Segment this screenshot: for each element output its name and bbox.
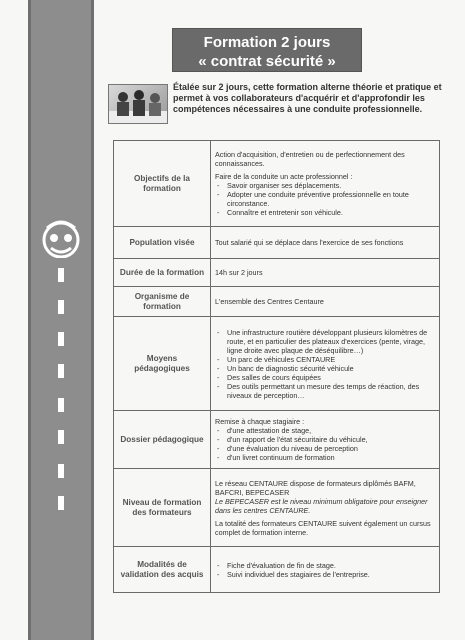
list-item: - d'un rapport de l'état sécuritaire du véhicule, [227,435,435,444]
formation-table [113,140,440,593]
table-row [114,227,440,259]
road-dash [58,430,64,444]
row-label: Organisme de formation [114,287,211,317]
objectifs-p2: Faire de la conduite un acte professionnel : [215,172,353,181]
table-row [114,411,440,469]
table-row [114,259,440,287]
niveau-p2: La totalité des formateurs CENTAURE suivent également un cursus complet de formation interne. [215,518,431,537]
row-label: Population visée [114,227,211,259]
list-item: - d'une attestation de stage, [227,426,435,435]
row-label: Niveau de formation des formateurs [114,469,211,547]
list-item: - Savoir organiser ses déplacements. [227,181,435,190]
moyens-list [215,328,435,400]
list-item: - Fiche d'évaluation de fin de stage. [227,561,435,570]
objectifs-p1: Action d'acquisition, d'entretien ou de perfectionnement des connaissances. [215,150,405,168]
row-label: Moyens pédagogiques [114,317,211,411]
niveau-p1-italic: Le BEPECASER est le niveau minimum obligatoire pour enseigner dans les centres CENTAURE. [215,496,428,515]
title-line-2: « contrat sécurité » [198,53,336,70]
row-value [211,141,440,227]
list-item: - Un parc de véhicules CENTAURE [227,355,435,364]
road-dash [58,464,64,478]
row-label: Dossier pédagogique [114,411,211,469]
centaure-logo-icon [39,218,83,258]
list-item: - Des outils permettant un mesure des temps de réaction, des niveaux de perception… [227,382,435,400]
list-item: - Un banc de diagnostic sécurité véhicule [227,364,435,373]
people-photo-icon [109,85,167,123]
road-dash [58,300,64,314]
row-value [211,547,440,593]
table-row [114,287,440,317]
list-item: - d'un livret continuum de formation [227,453,435,462]
row-label: Durée de la formation [114,259,211,287]
row-value: Tout salarié qui se déplace dans l'exercice de ses fonctions [211,227,440,259]
niveau-p1: Le réseau CENTAURE dispose de formateurs diplômés BAFM, BAFCRI, BEPECASER [215,478,416,497]
row-value: 14h sur 2 jours [211,259,440,287]
road-dash [58,268,64,282]
list-item: - d'une évaluation du niveau de perception [227,444,435,453]
list-item: - Une infrastructure routière développant plusieurs kilomètres de route, et en particulier des plateaux d'exercices (pente, virage, ligne droite avec plaque de déséquilibre…) [227,328,435,355]
list-item: - Adopter une conduite préventive professionnelle en toute circonstance. [227,190,435,208]
list-item: - Connaître et entretenir son véhicule. [227,208,435,217]
objectifs-list [215,181,435,217]
row-value: L'ensemble des Centres Centaure [211,287,440,317]
dossier-list [215,426,435,462]
intro-text: Étalée sur 2 jours, cette formation alterne théorie et pratique et permet à vos collaborateurs d'acquérir et d'approfondir les compétences nécessaires à une conduite professionnelle. [173,82,442,114]
list-item: - Des salles de cours équipées [227,373,435,382]
road-graphic [28,0,94,640]
row-label: Objectifs de la formation [114,141,211,227]
list-item: - Suivi individuel des stagiaires de l'entreprise. [227,570,435,579]
road-dash [58,332,64,346]
row-value [211,469,440,547]
title-line-1: Formation 2 jours [203,34,331,51]
row-value [211,411,440,469]
table-row [114,547,440,593]
modalites-list [215,561,435,579]
row-label: Modalités de validation des acquis [114,547,211,593]
table-row [114,469,440,547]
page-title [172,28,362,72]
road-dash [58,364,64,378]
road-dash [58,496,64,510]
table-row [114,141,440,227]
table-row [114,317,440,411]
training-photo [108,84,168,124]
row-value [211,317,440,411]
dossier-intro: Remise à chaque stagiaire : [215,417,305,426]
road-dash [58,398,64,412]
